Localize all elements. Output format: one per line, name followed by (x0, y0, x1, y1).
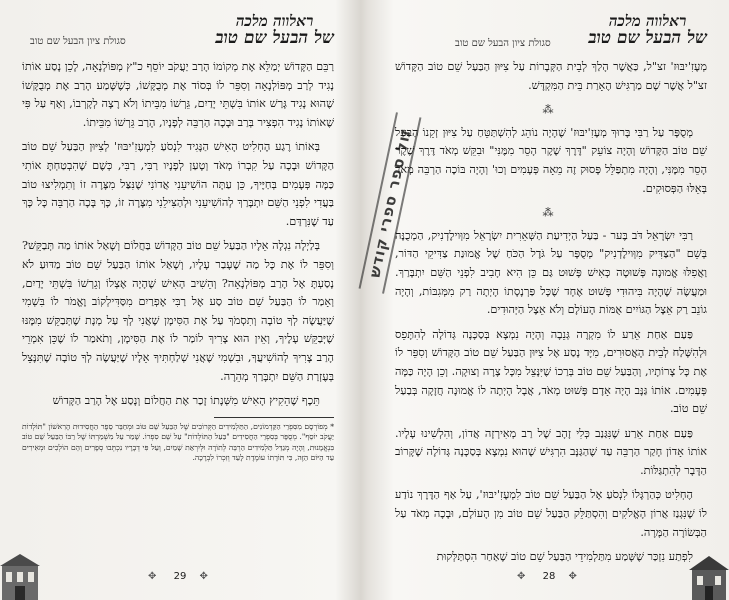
running-title-right: סגולת ציון הבעל שם טוב (455, 38, 551, 49)
paragraph: הֶחְלִיט כְּהַרְגָּלוֹ לִנְסֹעַ אֶל הַבַּעַל שֵׁם טוֹב לִמְעֶזִ'יבּוּז', עַל אַף הַדֶּרֶךְ נוֹדַע לוֹ שֶׁנִּגְנַז אֲרוֹן הָאֱלֹקִים וְהִסְתַּלֵּק הַבַּעַל שֵׁם טוֹב מִן הָעוֹלָם, וּבָכָה מְאֹד עַל הַבְּשׂוֹרָה הַמָּרָה. (395, 488, 707, 539)
page-number: 28 (542, 571, 556, 582)
right-page (369, 0, 729, 600)
body-text-left (22, 58, 334, 411)
brand-line-2: של הבעל שם טוב (588, 27, 707, 48)
page-number: 29 (173, 571, 187, 582)
ornament-icon: ✥ (568, 571, 581, 582)
running-head-right (395, 14, 707, 58)
section-divider: ⁂ (542, 103, 560, 117)
footnote: * מְפוֹרְסָם מִסִּפְרֵי הַקַּדְמוֹנִים, הַתַּלְמִידִים הַקְּרוֹבִים שֶׁל הַבַּעַל שֵׁם טוֹב וּמְחַבֵּר סֵפֶר הַחֲסִידוּת הָרִאשׁוֹן "תּוֹלְדוֹת יַעֲקֹב יוֹסֵף". מְסֻפָּר בְּסִפְרֵי הַחֲסִידִים "בַּעַל הַתּוֹלְדוֹת" עַל שֵׁם סִפְרוֹ. שָׁמַר עַל מִשְׁמַרְתּוֹ שֶׁל רַבּוֹ הַבַּעַל שֵׁם טוֹב בִּנְאֱמָנוּת, וְהָיָה מְגַדֵּל תַּלְמִידִים הַרְבֵּה לְתוֹרָה וּלְיִרְאַת שָׁמַיִם, וְעַל פִּי דְבָרָיו נִכְתְּבוּ סְפָרִים וְהֵם הוֹלְכִים וּמְאִירִים עַד הַיּוֹם הַזֶּה, כִּי תּוֹרָתוֹ עוֹמֶדֶת לָעַד וְזִכְרוֹ לִבְרָכָה. (22, 421, 334, 462)
paragraph: תֵּכֶף שֶׁהֵקִיץ הָאִישׁ מִשְּׁנָתוֹ זָכַר אֶת הַחֲלוֹם וְנָסַע אֶל הָרַב הַקָּדוֹשׁ (52, 394, 320, 408)
ornament-icon: ✥ (148, 571, 161, 582)
footnote-rule (214, 417, 334, 418)
page-number-right (369, 571, 729, 582)
paragraph: בְּאוֹתוֹ רֶגַע הֶחְלִיט הָאִישׁ הַנָּגִיד לִנְסֹעַ לִמְעֶזִ'יבּוּז' לְצִיּוּן הַבַּעַל שֵׁם טוֹב הַקָּדוֹשׁ וּבָכָה עַל קִבְרוֹ מְאֹד וְטָעַן לְפָנָיו רַבִּי, רַבִּי, כְּשֶׁם שֶׁהִבְטַחְתָּ אוֹתִי כַּמָּה פְּעָמִים בְּחַיֶּיךָ, כֵּן עַתָּה הוֹשִׁיעֵנִי אֲדוֹנִי שֶׁנִּצַּל מִצָּרָה זוֹ וְתִמְלִיצוּ טוֹב בַּעֲדִי לִפְנֵי הַשֵּׁם יִתְבָּרַךְ לְהוֹשִׁיעֵנִי וּלְהַצִּילֵנִי מִצָּרָה זוֹ, כָּךְ בָּכָה הַרְבֵּה כָּל כָּךְ עַד שֶׁנִּרְדַּם. (22, 140, 334, 228)
building-illustration-icon (0, 548, 40, 600)
paragraph: פַּעַם אַחַת אֵרַע לוֹ מִקְרֶה גְּנֵבָה וְהָיָה נִמְצָא בְּסַכָּנָה גְּדוֹלָה לְהִתָּפֵס וּלְהִשָּׁלַח לְבֵית הָאֲסוּרִים, מִיָּד נָסַע אֶל צִיּוּן הַבַּעַל שֵׁם טוֹב הַקָּדוֹשׁ וְסִפֵּר לוֹ אֶת כָּל צָרוֹתָיו, וְהַבַּעַל שֵׁם טוֹב בְּרַכוֹ שֶׁיִּנָּצֵל מִכָּל צָרָה וְצוּקָה. וְכֵן הָיָה כַּמָּה פְּעָמִים. אוֹתוֹ גַּנָּב הָיָה אָדָם פָּשׁוּט מְאֹד, אֲבָל הָיְתָה לוֹ אֱמוּנָה חֲזָקָה בְּבַעַל שֵׁם טוֹב. (395, 327, 707, 416)
paragraph: מְעֶזִ'יבּוּז' זצ"ל, כַּאֲשֶׁר הָלַךְ לְבֵית הַקְּבָרוֹת עַל צִיּוּן הַבַּעַל שֵׁם טוֹב הַקָּדוֹשׁ זצ"ל אֲשֶׁר שָׁם מַרְגִּישׁ הֶאָרַת בֵּית הַמִּקְדָּשׁ. (395, 60, 707, 92)
brand-title-left (215, 14, 334, 48)
brand-line-2: של הבעל שם טוב (215, 27, 334, 48)
paragraph: רַבֵּם הַקָּדוֹשׁ יְמַלֵּא אֶת מְקוֹמוֹ הָרַב יַעֲקֹב יוֹסֵף כ"ץ מְפּוֹלְנָאָה, לָכֵן נָסַע אוֹתוֹ נָגִיד לְרַב מְפּוֹלְנָאָה וְסִפֵּר לוֹ בְּסוֹד אֶת מְבֻקָּשׁוֹ, כְּשֶׁשָּׁמַע הָרַב אֶת מְבֻקָּשׁוֹ שֶׁהוּא נָגִיד גָּרַשׁ אוֹתוֹ בִּשְׁתֵּי יָדַיִם, גֵּרְשׁוֹ מִבֵּיתוֹ וְלֹא רָצָה לְקָרְבוֹ, וְאַף עַל פִּי שֶׁאוֹתוֹ נָגִיד הִפְצִיר בְּרַב וּבָכָה הַרְבֵּה לְפָנָיו, הָרַב גֵּרְשׁוֹ מִבֵּיתוֹ. (22, 60, 334, 129)
watermark-stamp: זול ספר ספרי קודש (359, 112, 422, 293)
brand-line-1: ראלווה מלכה (235, 12, 314, 30)
paragraph: מְסֻפָּר עַל רַבִּי בָּרוּךְ מְעֶזִ'יבּוּז' שֶׁהָיָה נוֹהֵג לְהִשְׁתַּטֵּחַ עַל צִיּוּן זְקֵנוֹ הַבַּעַל שֵׁם טוֹב הַקָּדוֹשׁ וְהָיָה צוֹעֵק "דֶּרֶךְ שֶׁקֶר הָסֵר מִמֶּנִּי" וּבִקֵּשׁ מְאֹד דֶּרֶךְ שֶׁקֶר הָסֵר מִמֶּנִּי, וְהָיָה מִתְפַּלֵּל פָּסוּק זֶה מֵאָה פְּעָמִים וְכוּ' וְהָיָה בּוֹכֶה הַרְבֵּה מְאֹד בְּאֵלּוּ הַפְּסוּקִים. (395, 125, 707, 195)
running-title-left: סגולת ציון הבעל שם טוב (30, 36, 126, 47)
brand-line-1: ראלווה מלכה (608, 12, 687, 30)
body-text-right (395, 58, 707, 567)
paragraph: לִפְתַע נִזְכַּר שֶׁשָּׁמַע מִתַּלְמִידֵי הַבַּעַל שֵׁם טוֹב שֶׁאַחַר הִסְתַּלְּקוּת (436, 550, 693, 564)
paragraph: בְּלַיְלָה נִגְלָה אֵלָיו הַבַּעַל שֵׁם טוֹב הַקָּדוֹשׁ בַּחֲלוֹם וְשָׁאַל אוֹתוֹ מַה תְּבַקֵּשׁ? וְסִפֵּר לוֹ אֶת כָּל מַה שֶׁעָבַר עָלָיו, וְשָׁאַל אוֹתוֹ הַבַּעַל שֵׁם טוֹב מַדּוּעַ לֹא נָסַעְתָּ אֶל הָרַב מְפּוֹלְנָאָה? וְהֵשִׁיב הָאִישׁ שֶׁהָיָה אֶצְלוֹ וְגֵרְשׁוֹ בִּשְׁתֵּי יָדַיִם, וְאָמַר לוֹ הַבַּעַל שֵׁם טוֹב סַע אֶל רַבִּי אֶפְרַיִם מִסַּדִּילְקוֹב וֶאֱמֹר לוֹ בִּשְׁמִי שֶׁיַּעֲשֶׂה לְךָ טוֹבָה וְתִסְמֹךְ עַל אֶת הַסִּימָן שֶׁאֲנִי לְךָ עַל מְנָת שֶׁתְּבַקֵּשׁ מִמֶּנּוּ שֶׁיְּבַקֵּשׁ עָלֶיךָ, וְאֵין הוּא צָרִיךְ לוֹמַר לוֹ אֶת הַסִּימָן, וְתֹאמַר לוֹ שֶׁכֵּן אִמְרֵי הָרַב צָרִיךְ לְהוֹשִׁיעֲךָ, וּבִשְׁמִי שֶׁאֲנִי שְׁלַחְתִּיךָ אֵלָיו שֶׁיַּעֲשֶׂה לְךָ טוֹבָה שֶׁתִּנָּצֵל בְּעֶזְרַת הַשֵּׁם יִתְבָּרַךְ מְהֵרָה. (22, 239, 334, 383)
ornament-icon: ✥ (199, 571, 212, 582)
paragraph: רַבִּי יִשְׂרָאֵל דֹּב בֶּער - בַּעַל הַיְדִיעַת הַשְּׁאֵרִית יִשְׂרָאֵל מִוְּוילֶדְנִיק, הַמְכֻנֶּה בְּשֵׁם "הַצַּדִּיק מִוְּוילֶדְנִיק" מְסֻפָּר עַל גֹּדֶל הַכֹּחַ שֶׁל אֱמוּנַת צַדִּיקֵי הַדּוֹר, וַאֲפִלּוּ אֱמוּנָה פְּשׁוּטָה כְּאִישׁ פָּשׁוּט גַּם כֵּן הִיא חָבִיב לִפְנֵי הַשֵּׁם יִתְבָּרַךְ. וּמַעֲשֶׂה שֶׁהָיָה בִּיהוּדִי פָּשׁוּט אֶחָד שֶׁכָּל פַּרְנָסָתוֹ הָיְתָה רַק מִמְּגִבּוֹת, וְהָיָה גוֹנֵב רַק אֵצֶל הַגּוֹיִים אֻמּוֹת הָעוֹלָם וְלֹא אֵצֶל הַיְּהוּדִים. (395, 228, 707, 317)
paragraph: פַּעַם אַחַת אֵרַע שֶׁנִּגַּנַב כְּלִי זָהָב שֶׁל רַב מְאִירְזָה אֲדוֹן, וְהִלְשִׁינוּ עָלָיו. אוֹתוֹ אָדוֹן חָקַר הַרְבֵּה עַד שֶׁהַגַּנָּב הִרְגִּישׁ שֶׁהוּא נִמְצָא בְּסַכָּנָה גְּדוֹלָה שֶׁקָּרוֹב הַדָּבָר לְהִתְגַּלּוֹת. (395, 426, 707, 477)
page-number-left (0, 571, 360, 582)
ornament-icon: ✥ (517, 571, 530, 582)
running-head-left (22, 14, 334, 58)
brand-title-right (588, 14, 707, 48)
building-illustration-icon (689, 548, 729, 600)
section-divider: ⁂ (542, 206, 560, 220)
left-page (0, 0, 360, 600)
